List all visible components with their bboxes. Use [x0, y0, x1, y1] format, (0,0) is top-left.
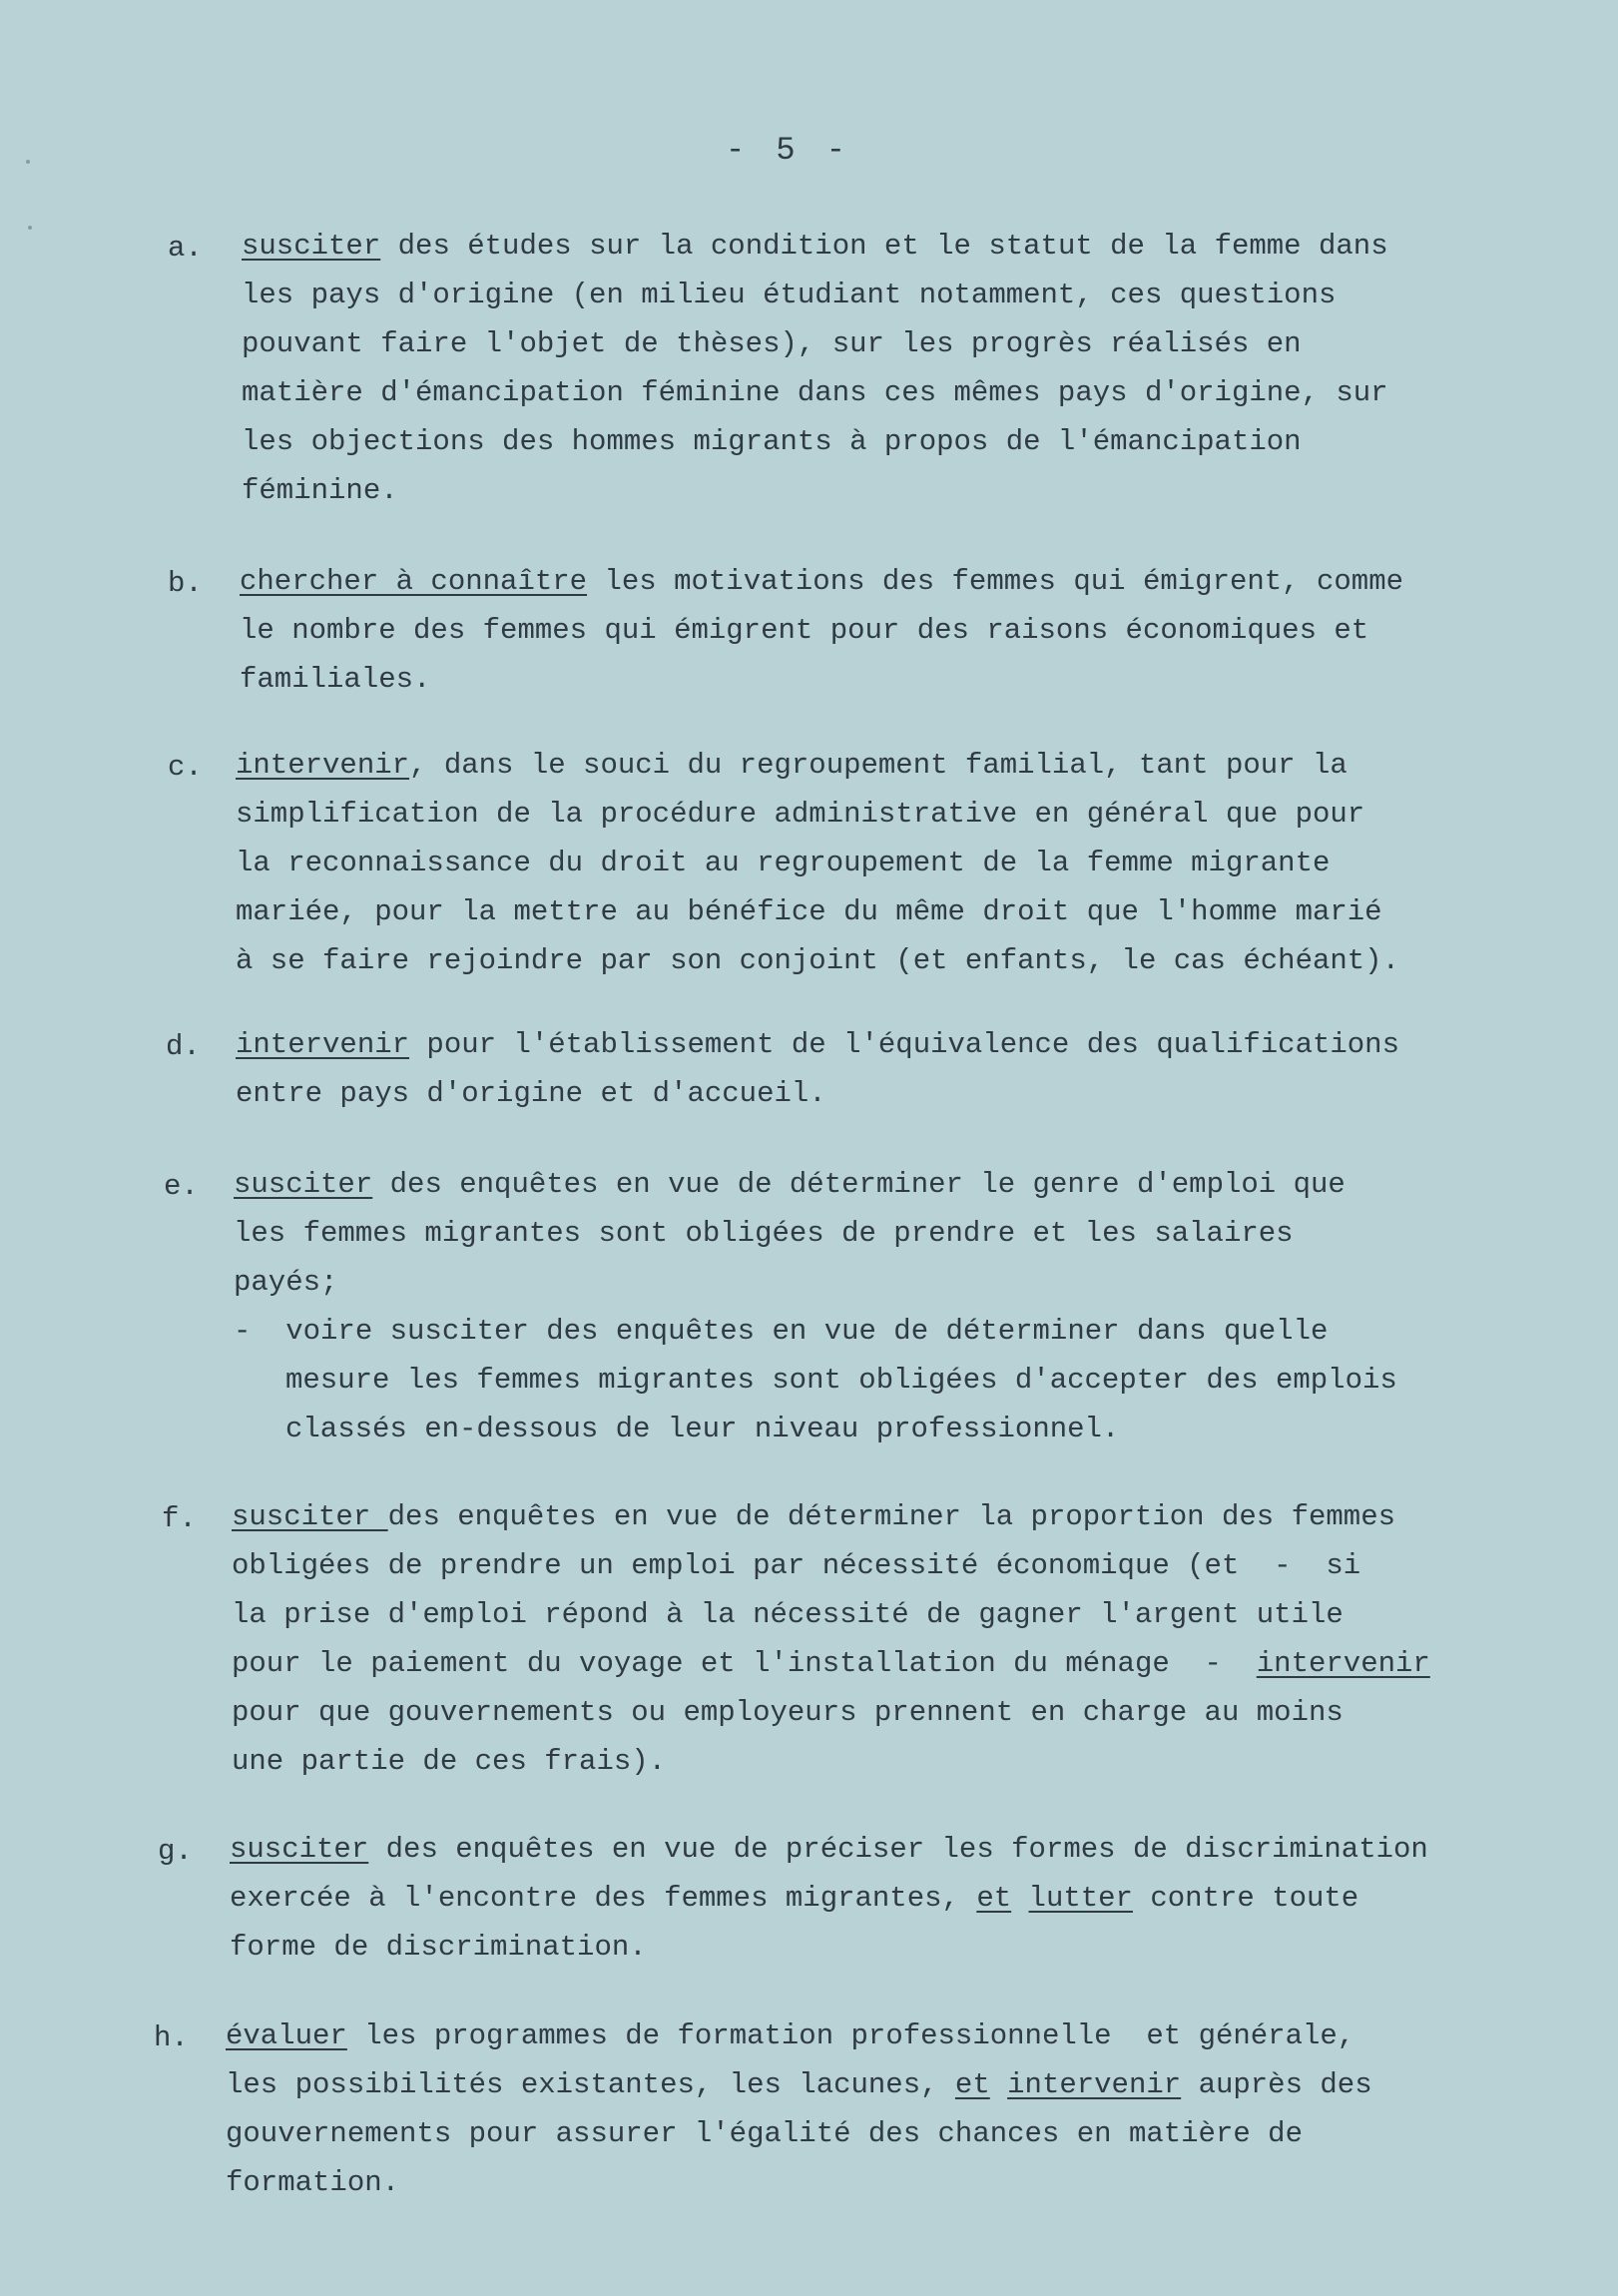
text-run: des enquêtes en vue de déterminer le genre d'emploi que	[372, 1168, 1346, 1201]
item-text	[236, 1020, 1533, 1118]
text-line	[232, 1492, 1529, 1541]
underlined-verb: intervenir	[236, 1028, 410, 1061]
underlined-verb: et	[976, 1882, 1012, 1915]
underlined-verb: susciter	[242, 230, 381, 263]
text-line	[230, 1923, 1527, 1972]
text-run: familiales.	[240, 663, 431, 696]
text-run	[990, 2068, 1007, 2101]
underlined-verb: intervenir	[236, 749, 410, 782]
text-line	[242, 271, 1539, 319]
text-run: des études sur la condition et le statut de la femme dans	[380, 230, 1388, 263]
text-run: les pays d'origine (en milieu étudiant notamment, ces questions	[242, 279, 1337, 311]
text-run: payés;	[234, 1266, 338, 1299]
text-line	[242, 319, 1539, 368]
text-run: pouvant faire l'objet de thèses), sur les progrès réalisés en	[242, 327, 1302, 360]
item-marker: g.	[158, 1835, 193, 1868]
underlined-verb: susciter	[232, 1500, 388, 1533]
underlined-verb: susciter	[230, 1833, 369, 1866]
text-run: entre pays d'origine et d'accueil.	[236, 1077, 826, 1110]
text-run: les programmes de formation professionnelle et générale,	[346, 2019, 1355, 2052]
text-line	[226, 2158, 1523, 2207]
item-text	[236, 741, 1533, 985]
item-marker: h.	[154, 2021, 189, 2054]
underlined-verb: évaluer	[226, 2019, 347, 2052]
text-run: féminine.	[242, 474, 398, 507]
text-run: les objections des hommes migrants à propos de l'émancipation	[242, 425, 1302, 458]
text-run: obligées de prendre un emploi par nécessité économique (et - si	[232, 1549, 1361, 1582]
sub-item-line: mesure les femmes migrantes sont obligées d'accepter des emplois	[285, 1364, 1397, 1397]
item-text	[234, 1160, 1531, 1453]
underlined-verb: susciter	[234, 1168, 373, 1201]
text-run: la reconnaissance du droit au regroupement de la femme migrante	[236, 847, 1331, 879]
item-marker: e.	[164, 1170, 199, 1203]
sub-item-line: - voire susciter des enquêtes en vue de déterminer dans quelle	[234, 1315, 1329, 1348]
item-marker: d.	[166, 1030, 201, 1063]
paper-spot	[26, 160, 30, 164]
text-line	[234, 1209, 1531, 1258]
text-run: les femmes migrantes sont obligées de prendre et les salaires	[234, 1217, 1294, 1250]
text-run: une partie de ces frais).	[232, 1745, 667, 1778]
text-run: pour l'établissement de l'équivalence des qualifications	[409, 1028, 1399, 1061]
text-run: contre toute	[1132, 1882, 1359, 1915]
text-run: , dans le souci du regroupement familial, tant pour la	[409, 749, 1348, 782]
item-text	[240, 557, 1537, 704]
underlined-verb: intervenir	[1256, 1647, 1430, 1680]
text-line	[232, 1688, 1529, 1737]
text-run: le nombre des femmes qui émigrent pour des raisons économiques et	[240, 614, 1369, 647]
underlined-verb: et	[954, 2068, 990, 2101]
text-line	[230, 1825, 1527, 1874]
item-marker: a.	[168, 232, 203, 265]
text-line	[236, 790, 1533, 839]
text-line	[230, 1874, 1527, 1923]
text-line	[232, 1541, 1529, 1590]
text-run: formation.	[226, 2166, 400, 2199]
text-line	[242, 368, 1539, 417]
text-line	[226, 2060, 1523, 2109]
text-run	[1011, 1882, 1028, 1915]
text-run: la prise d'emploi répond à la nécessité de gagner l'argent utile	[232, 1598, 1344, 1631]
text-line	[236, 1069, 1533, 1118]
text-line	[242, 466, 1539, 515]
underlined-verb: lutter	[1028, 1882, 1133, 1915]
text-line	[242, 222, 1539, 271]
text-run: des enquêtes en vue de déterminer la proportion des femmes	[387, 1500, 1396, 1533]
text-run: matière d'émancipation féminine dans ces mêmes pays d'origine, sur	[242, 376, 1388, 409]
text-line	[242, 417, 1539, 466]
item-text	[226, 2011, 1523, 2207]
sub-item	[234, 1307, 1531, 1453]
item-marker: f.	[162, 1502, 197, 1535]
text-line	[232, 1737, 1529, 1786]
item-marker: c.	[168, 751, 203, 784]
text-line	[232, 1639, 1529, 1688]
text-line	[236, 936, 1533, 985]
underlined-verb: intervenir	[1007, 2068, 1182, 2101]
paper-spot	[28, 226, 32, 230]
item-text	[232, 1492, 1529, 1786]
text-line	[236, 1020, 1533, 1069]
item-text	[242, 222, 1539, 515]
text-run: des enquêtes en vue de préciser les formes de discrimination	[368, 1833, 1428, 1866]
text-run: mariée, pour la mettre au bénéfice du même droit que l'homme marié	[236, 895, 1382, 928]
text-run: gouvernements pour assurer l'égalité des chances en matière de	[226, 2117, 1303, 2150]
text-run: simplification de la procédure administrative en général que pour	[236, 798, 1365, 831]
underlined-verb: chercher à connaître	[240, 565, 588, 598]
sub-item-line: classés en-dessous de leur niveau professionnel.	[285, 1413, 1120, 1445]
text-run: exercée à l'encontre des femmes migrantes,	[230, 1882, 977, 1915]
text-run: à se faire rejoindre par son conjoint (et enfants, le cas échéant).	[236, 944, 1399, 977]
text-line	[236, 887, 1533, 936]
page-number: - 5 -	[725, 132, 851, 169]
text-run: les possibilités existantes, les lacunes,	[226, 2068, 955, 2101]
text-run: pour que gouvernements ou employeurs prennent en charge au moins	[232, 1696, 1344, 1729]
item-marker: b.	[168, 567, 203, 600]
text-line	[236, 839, 1533, 887]
text-line	[240, 655, 1537, 704]
text-line	[236, 741, 1533, 790]
text-line	[226, 2011, 1523, 2060]
text-run: les motivations des femmes qui émigrent, comme	[587, 565, 1403, 598]
text-line	[234, 1258, 1531, 1307]
text-run: pour le paiement du voyage et l'installation du ménage -	[232, 1647, 1257, 1680]
text-line	[240, 606, 1537, 655]
text-line	[226, 2109, 1523, 2158]
text-run: auprès des	[1181, 2068, 1372, 2101]
item-text	[230, 1825, 1527, 1972]
text-line	[232, 1590, 1529, 1639]
text-line	[234, 1160, 1531, 1209]
text-run: forme de discrimination.	[230, 1931, 647, 1964]
text-line	[240, 557, 1537, 606]
